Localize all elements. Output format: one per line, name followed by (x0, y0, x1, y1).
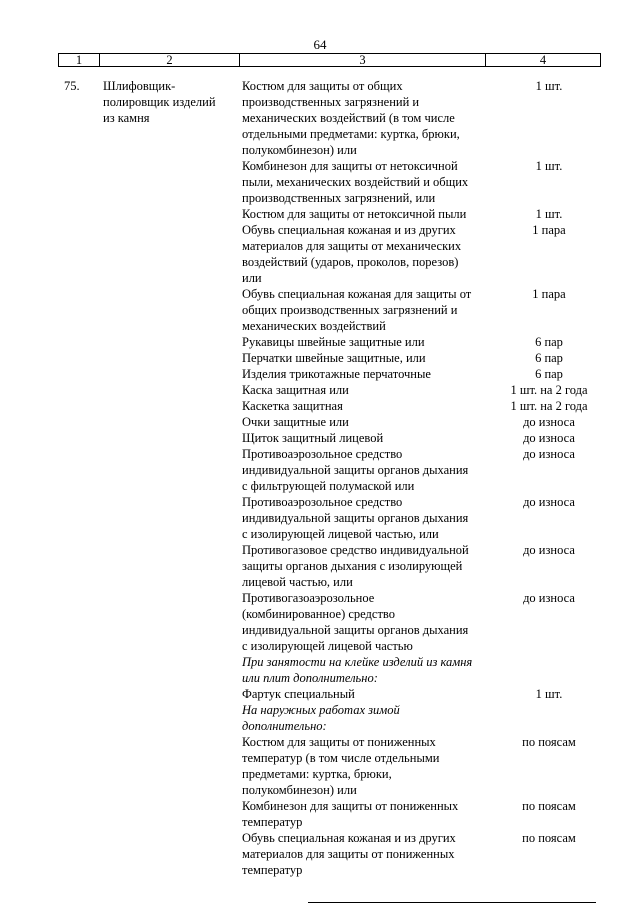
equipment-item-line: температур (242, 863, 303, 877)
equipment-item (242, 78, 488, 158)
quantity-cell (490, 206, 608, 222)
page-bottom-rule (308, 902, 596, 903)
equipment-item-line: Рукавицы швейные защитные или (242, 335, 425, 349)
equipment-item-line: полукомбинезон) или (242, 783, 357, 797)
equipment-item-line: с изолирующей лицевой частью (242, 639, 413, 653)
equipment-item-line: производственных загрязнений, или (242, 191, 436, 205)
equipment-item-line: с изолирующей лицевой частью, или (242, 527, 439, 541)
equipment-item-line: материалов для защиты от механических (242, 239, 462, 253)
column-header-row (59, 54, 601, 67)
equipment-item (242, 222, 488, 286)
quantity-value (490, 654, 608, 670)
equipment-item-line: Комбинезон для защиты от пониженных (242, 799, 459, 813)
equipment-item-line: Очки защитные или (242, 415, 349, 429)
equipment-item (242, 830, 488, 878)
quantity-cell (490, 830, 608, 878)
quantity-value: до износа (523, 447, 575, 461)
quantity-cell (490, 414, 608, 430)
row-number: 75. (64, 79, 80, 93)
equipment-item (242, 542, 488, 590)
quantity-cell (490, 222, 608, 286)
equipment-item-line: воздействий (ударов, проколов, порезов) (242, 255, 459, 269)
quantity-cell (490, 542, 608, 590)
quantity-value: по поясам (522, 831, 576, 845)
quantity-cell (490, 430, 608, 446)
equipment-item (242, 590, 488, 654)
quantity-cell (490, 446, 608, 494)
equipment-item-line: Противогазоаэрозольное (242, 591, 375, 605)
quantity-cell (490, 350, 608, 366)
equipment-item-line: (комбинированное) средство (242, 607, 395, 621)
equipment-item-line: с фильтрующей полумаской или (242, 479, 415, 493)
quantity-cell (490, 686, 608, 702)
column-header-4: 4 (486, 54, 601, 67)
quantity-cell (490, 286, 608, 334)
quantity-value: до износа (523, 415, 575, 429)
equipment-item-line: Фартук специальный (242, 687, 355, 701)
equipment-item-line: механических воздействий (242, 319, 386, 333)
equipment-item (242, 686, 488, 702)
quantity-value: 1 шт. (535, 687, 563, 701)
quantity-value: 1 пара (532, 223, 566, 237)
equipment-item-line: Обувь специальная кожаная для защиты от (242, 287, 472, 301)
equipment-item (242, 366, 488, 382)
equipment-item (242, 430, 488, 446)
equipment-item-line: защиты органов дыхания с изолирующей (242, 559, 463, 573)
equipment-item-line: Изделия трикотажные перчаточные (242, 367, 431, 381)
quantity-value: 6 пар (535, 351, 563, 365)
section-note (242, 654, 488, 686)
equipment-item-line: или (242, 271, 262, 285)
equipment-item-line: Костюм для защиты от нетоксичной пыли (242, 207, 467, 221)
quantity-cell (490, 366, 608, 382)
quantity-value: до износа (523, 431, 575, 445)
quantity-value: до износа (523, 495, 575, 509)
equipment-item (242, 334, 488, 350)
quantity-cell (490, 590, 608, 654)
quantity-value: до износа (523, 543, 575, 557)
quantity-value: 1 шт. на 2 года (510, 399, 588, 413)
section-note-line: При занятости на клейке изделий из камня (242, 655, 473, 669)
equipment-item-line: Противоаэрозольное средство (242, 495, 403, 509)
column-header-table (58, 53, 601, 67)
quantity-value: 1 пара (532, 287, 566, 301)
equipment-item-line: предметами: куртка, брюки, (242, 767, 392, 781)
section-note (242, 702, 488, 734)
column-header-3: 3 (240, 54, 486, 67)
equipment-item (242, 286, 488, 334)
equipment-item (242, 494, 488, 542)
quantity-list (490, 78, 608, 878)
equipment-item (242, 414, 488, 430)
profession-line: Шлифовщик- (103, 79, 176, 93)
page-number: 64 (313, 37, 327, 52)
quantity-value: 1 шт. (535, 207, 563, 221)
section-note-line: дополнительно: (242, 719, 327, 733)
quantity-value (490, 702, 608, 718)
equipment-item-line: механических воздействий (в том числе (242, 111, 455, 125)
equipment-item-line: общих производственных загрязнений и (242, 303, 458, 317)
equipment-item-line: Костюм для защиты от пониженных (242, 735, 436, 749)
equipment-item-line: температур (в том числе отдельными (242, 751, 440, 765)
section-note-line: или плит дополнительно: (242, 671, 378, 685)
equipment-item-line: Противогазовое средство индивидуальной (242, 543, 469, 557)
equipment-item (242, 206, 488, 222)
equipment-item-line: Обувь специальная кожаная и из других (242, 831, 456, 845)
section-note-line: На наружных работах зимой (242, 703, 400, 717)
equipment-item-line: индивидуальной защиты органов дыхания (242, 463, 469, 477)
equipment-item-line: производственных загрязнений и (242, 95, 420, 109)
equipment-item (242, 398, 488, 414)
quantity-cell (490, 334, 608, 350)
quantity-value: 1 шт. (535, 79, 563, 93)
equipment-item-line: Каскетка защитная (242, 399, 343, 413)
profession-line: из камня (103, 111, 150, 125)
equipment-item-line: Щиток защитный лицевой (242, 431, 384, 445)
equipment-item (242, 158, 488, 206)
equipment-item-line: полукомбинезон) или (242, 143, 357, 157)
equipment-item-line: Обувь специальная кожаная и из других (242, 223, 456, 237)
equipment-item-line: пыли, механических воздействий и общих (242, 175, 469, 189)
equipment-item-line: Перчатки швейные защитные, или (242, 351, 426, 365)
quantity-cell (490, 702, 608, 734)
quantity-value: 6 пар (535, 335, 563, 349)
equipment-item-line: индивидуальной защиты органов дыхания (242, 623, 469, 637)
equipment-item (242, 350, 488, 366)
equipment-item-line: отдельными предметами: куртка, брюки, (242, 127, 460, 141)
quantity-value: по поясам (522, 799, 576, 813)
quantity-cell (490, 382, 608, 398)
equipment-list (242, 78, 488, 878)
equipment-item-line: Противоаэрозольное средство (242, 447, 403, 461)
profession-name (103, 78, 233, 126)
profession-line: полировщик изделий (103, 95, 216, 109)
quantity-value: по поясам (522, 735, 576, 749)
equipment-item-line: лицевой частью, или (242, 575, 353, 589)
quantity-cell (490, 654, 608, 686)
quantity-value: 1 шт. (535, 159, 563, 173)
quantity-cell (490, 78, 608, 158)
quantity-value: 6 пар (535, 367, 563, 381)
equipment-item (242, 382, 488, 398)
equipment-item-line: индивидуальной защиты органов дыхания (242, 511, 469, 525)
quantity-value: до износа (523, 591, 575, 605)
quantity-cell (490, 494, 608, 542)
quantity-value: 1 шт. на 2 года (510, 383, 588, 397)
quantity-cell (490, 798, 608, 830)
column-header-2: 2 (100, 54, 240, 67)
equipment-item-line: температур (242, 815, 303, 829)
equipment-item-line: Каска защитная или (242, 383, 349, 397)
quantity-cell (490, 734, 608, 798)
equipment-item (242, 734, 488, 798)
equipment-item (242, 446, 488, 494)
equipment-item-line: Костюм для защиты от общих (242, 79, 403, 93)
column-header-1: 1 (59, 54, 100, 67)
quantity-cell (490, 158, 608, 206)
equipment-item (242, 798, 488, 830)
equipment-item-line: материалов для защиты от пониженных (242, 847, 455, 861)
quantity-cell (490, 398, 608, 414)
equipment-item-line: Комбинезон для защиты от нетоксичной (242, 159, 458, 173)
